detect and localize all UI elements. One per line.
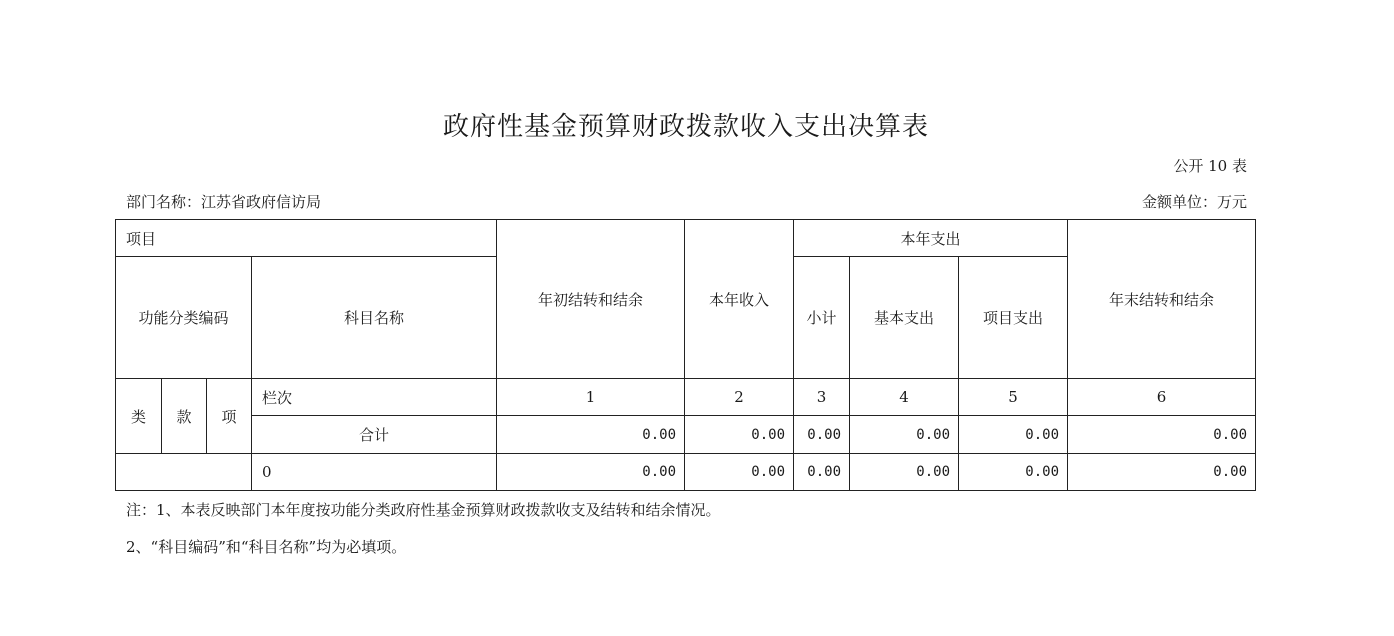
row-opening-balance: 0.00 (497, 454, 685, 491)
header-lei: 类 (116, 379, 162, 454)
header-xiang: 项 (207, 379, 252, 454)
header-item: 项目 (116, 220, 497, 257)
header-opening-balance: 年初结转和结余 (497, 220, 685, 379)
row-code (116, 454, 252, 491)
report-table (115, 219, 1256, 491)
row-project-expense: 0.00 (959, 454, 1068, 491)
note-1: 注：1、本表反映部门本年度按功能分类政府性基金预算财政拨款收支及结转和结余情况。 (126, 501, 721, 519)
table-row (116, 454, 1256, 491)
total-opening-balance: 0.00 (497, 416, 685, 454)
header-closing-balance: 年末结转和结余 (1068, 220, 1256, 379)
header-basic-expense: 基本支出 (850, 257, 959, 379)
header-project-expense: 项目支出 (959, 257, 1068, 379)
form-number: 公开 10 表 (1173, 157, 1247, 175)
column-no-4: 4 (850, 379, 959, 416)
header-subtotal: 小计 (794, 257, 850, 379)
total-current-income: 0.00 (685, 416, 794, 454)
total-label: 合计 (252, 416, 497, 454)
amount-unit: 金额单位：万元 (1141, 193, 1247, 211)
header-column-no: 栏次 (252, 379, 497, 416)
row-current-income: 0.00 (685, 454, 794, 491)
report-title: 政府性基金预算财政拨款收入支出决算表 (442, 112, 929, 142)
note-2: 2、“科目编码”和“科目名称”均为必填项。 (126, 538, 407, 556)
column-no-6: 6 (1068, 379, 1256, 416)
column-no-3: 3 (794, 379, 850, 416)
total-basic-expense: 0.00 (850, 416, 959, 454)
header-subject-name: 科目名称 (252, 257, 497, 379)
row-closing-balance: 0.00 (1068, 454, 1256, 491)
total-row (116, 416, 1256, 454)
row-subject-name: 0 (252, 454, 497, 491)
total-subtotal: 0.00 (794, 416, 850, 454)
total-project-expense: 0.00 (959, 416, 1068, 454)
header-kuan: 款 (162, 379, 207, 454)
header-current-income: 本年收入 (685, 220, 794, 379)
column-no-1: 1 (497, 379, 685, 416)
header-func-code: 功能分类编码 (116, 257, 252, 379)
total-closing-balance: 0.00 (1068, 416, 1256, 454)
department-name: 部门名称：江苏省政府信访局 (126, 193, 322, 211)
column-no-5: 5 (959, 379, 1068, 416)
column-no-2: 2 (685, 379, 794, 416)
row-basic-expense: 0.00 (850, 454, 959, 491)
header-current-expense: 本年支出 (794, 220, 1068, 257)
row-subtotal: 0.00 (794, 454, 850, 491)
